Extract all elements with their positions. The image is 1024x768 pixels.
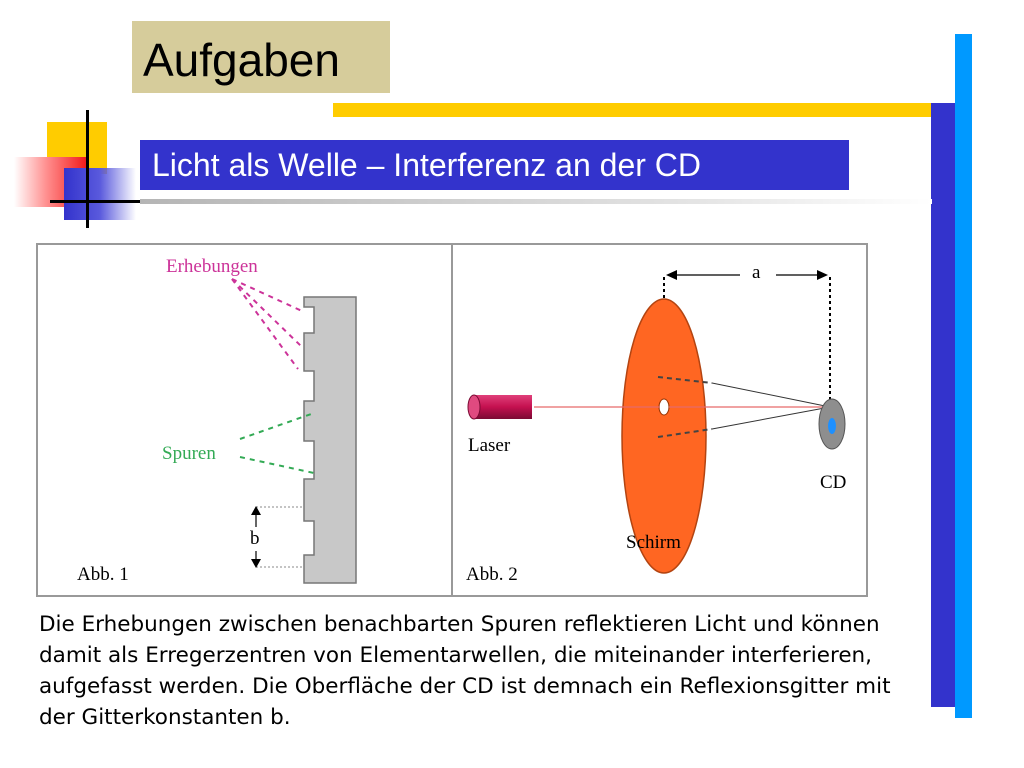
slide-title: Aufgaben bbox=[143, 34, 340, 86]
slide-subtitle: Licht als Welle – Interferenz an der CD bbox=[152, 147, 701, 183]
ornament-blue-square bbox=[64, 168, 136, 220]
ornament-horizontal-line bbox=[50, 200, 150, 203]
ornament-vertical-line bbox=[86, 110, 89, 228]
body-paragraph: Die Erhebungen zwischen benachbarten Spuren reflektieren Licht und können damit als Erregerzentren von Elementarwellen, die miteinander interferieren, aufgefasst werden. Die Oberfläche der CD ist demnach ein Reflexionsgitter mit der Gitterkonstanten b. bbox=[39, 612, 891, 730]
schirm-hole bbox=[659, 399, 669, 415]
cd-interference-figure bbox=[36, 243, 868, 597]
decorative-light-blue-bar bbox=[955, 34, 972, 718]
label-laser: Laser bbox=[468, 435, 511, 456]
caption-abb1: Abb. 1 bbox=[77, 564, 129, 585]
label-cd: CD bbox=[820, 472, 847, 493]
label-a: a bbox=[752, 262, 761, 283]
cd-disc bbox=[819, 399, 845, 449]
label-erhebungen: Erhebungen bbox=[166, 256, 258, 277]
subtitle-underline bbox=[140, 199, 932, 204]
caption-abb2: Abb. 2 bbox=[466, 564, 518, 585]
label-b: b bbox=[250, 528, 260, 549]
decorative-blue-bar bbox=[931, 103, 957, 707]
decorative-yellow-bar bbox=[333, 103, 931, 117]
laser-device bbox=[468, 395, 532, 419]
label-spuren: Spuren bbox=[162, 443, 216, 464]
label-schirm: Schirm bbox=[626, 532, 681, 553]
